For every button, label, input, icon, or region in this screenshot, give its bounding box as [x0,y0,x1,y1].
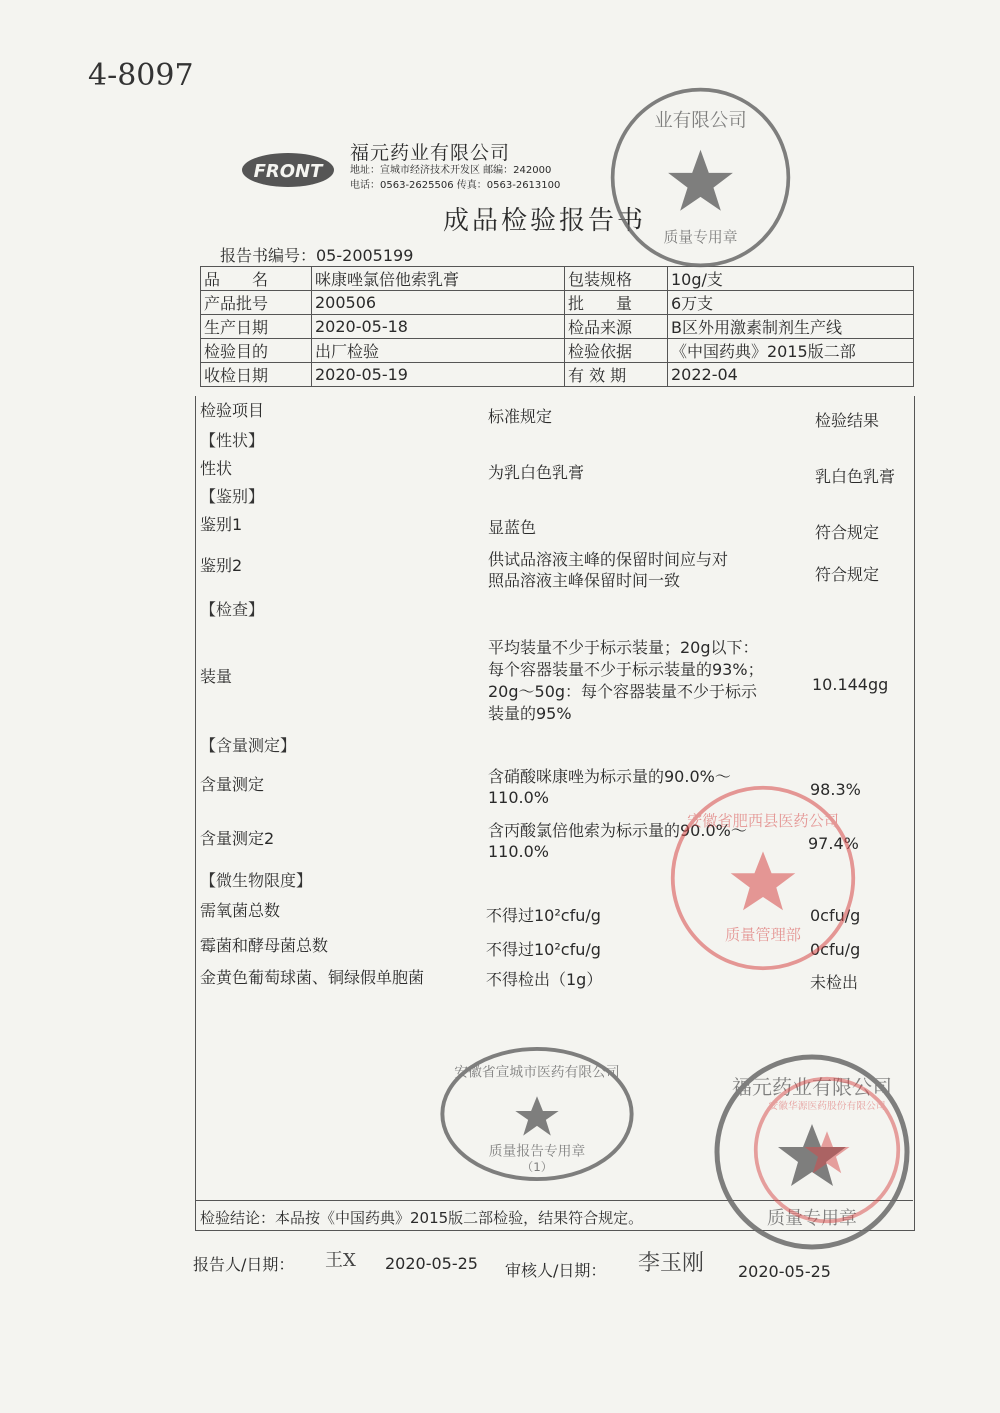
mfg-value: 2020-05-18 [312,315,565,339]
reporter-signature: 王X [325,1250,356,1271]
assay2-result: 97.4% [808,834,859,853]
pathogen-standard: 不得检出（1g） [486,970,603,989]
assay2-item: 含量测定2 [200,829,275,848]
header-table [200,266,914,387]
expiry-value: 2022-04 [668,363,914,387]
basis-label: 检验依据 [565,339,668,363]
pathogen-result: 未检出 [810,973,859,992]
basis-value: 《中国药典》2015版二部 [668,339,914,363]
fill-standard-line1: 平均装量不少于标示装量；20g以下： [488,638,759,657]
section-assay: 【含量测定】 [200,736,297,755]
pack-label: 包装规格 [565,267,668,291]
svg-text:安徽华源医药股份有限公司: 安徽华源医药股份有限公司 [768,1100,886,1112]
company-name: 福元药业有限公司 [350,142,511,164]
col-result-header: 检验结果 [815,411,880,430]
id2-standard-line1: 供试品溶液主峰的保留时间应与对 [488,550,729,569]
stamp-top-right [608,85,793,270]
assay1-item: 含量测定 [200,775,265,794]
id1-item: 鉴别1 [200,515,243,534]
qty-value: 6万支 [668,291,914,315]
product-label: 品 名 [201,267,312,291]
fill-item: 装量 [200,667,233,686]
section-appearance: 【性状】 [200,431,265,450]
stamp-red-middle [668,783,861,973]
pack-value: 10g/支 [668,267,914,291]
front-logo [240,150,336,190]
handwritten-note: 4-8097 [88,58,194,93]
fill-standard-line2: 每个容器装量不少于标示装量的93%； [488,660,764,679]
assay1-result: 98.3% [810,780,861,799]
mfg-label: 生产日期 [201,315,312,339]
pathogen-item: 金黄色葡萄球菌、铜绿假单胞菌 [200,968,425,987]
lot-value: 200506 [312,291,565,315]
qty-label: 批 量 [565,291,668,315]
purpose-label: 检验目的 [201,339,312,363]
product-value: 咪康唑氯倍他索乳膏 [312,267,565,291]
col-item-header: 检验项目 [200,401,265,420]
aerobic-result: 0cfu/g [810,906,861,925]
recv-value: 2020-05-19 [312,363,565,387]
fill-standard-line4: 装量的95% [488,704,572,723]
svg-text:质量报告专用章: 质量报告专用章 [488,1143,586,1160]
reporter-label: 报告人/日期： [193,1255,295,1274]
mold-result: 0cfu/g [810,940,861,959]
section-identification: 【鉴别】 [200,487,265,506]
id2-standard-line2: 照品溶液主峰保留时间一致 [488,571,681,590]
svg-text:质量管理部: 质量管理部 [725,925,801,944]
reviewer-date: 2020-05-25 [738,1262,831,1281]
lot-label: 产品批号 [201,291,312,315]
svg-text:（1）: （1） [521,1160,553,1175]
mold-item: 霉菌和酵母菌总数 [200,936,329,955]
purpose-value: 出厂检验 [312,339,565,363]
recv-label: 收检日期 [201,363,312,387]
svg-text:业有限公司: 业有限公司 [654,110,747,132]
aerobic-standard: 不得过10²cfu/g [486,906,601,925]
assay1-standard-line1: 含硝酸咪康唑为标示量的90.0%～ [488,767,731,786]
assay1-standard-line2: 110.0% [488,788,550,807]
reviewer-label: 审核人/日期： [505,1261,607,1280]
assay2-standard-line2: 110.0% [488,842,550,861]
section-tests: 【检查】 [200,600,265,619]
svg-text:质量专用章: 质量专用章 [767,1208,857,1229]
stamp-bottom-left [438,1045,636,1183]
reporter-date: 2020-05-25 [385,1254,478,1273]
report-title: 成品检验报告书 [443,206,647,236]
svg-text:质量专用章: 质量专用章 [663,229,738,247]
fill-standard-line3: 20g～50g：每个容器装量不少于标示 [488,682,758,701]
id2-result: 符合规定 [815,565,880,584]
appearance-standard: 为乳白色乳膏 [488,463,585,482]
mold-standard: 不得过10²cfu/g [486,940,601,959]
appearance-item: 性状 [200,459,233,478]
id1-standard: 显蓝色 [488,518,537,537]
svg-text:安徽省宣城市医药有限公司: 安徽省宣城市医药有限公司 [454,1064,620,1081]
svg-text:安徽省肥西县医药公司: 安徽省肥西县医药公司 [687,811,839,830]
conclusion: 检验结论：本品按《中国药典》2015版二部检验，结果符合规定。 [200,1209,644,1227]
col-standard-header: 标准规定 [488,407,553,426]
section-micro: 【微生物限度】 [200,871,313,890]
stamp-red-bottom [752,1075,902,1225]
company-address: 地址：宣城市经济技术开发区 邮编：242000 [350,165,552,176]
source-value: B区外用激素制剂生产线 [668,315,914,339]
assay2-standard-line1: 含丙酸氯倍他索为标示量的90.0%～ [488,821,747,840]
report-number: 报告书编号：05-2005199 [220,246,414,265]
expiry-label: 有 效 期 [565,363,668,387]
fill-result: 10.144gg [812,675,889,694]
company-phone: 电话：0563-2625506 传真：0563-2613100 [350,180,561,191]
aerobic-item: 需氧菌总数 [200,901,281,920]
appearance-result: 乳白色乳膏 [815,467,896,486]
svg-text:福元药业有限公司: 福元药业有限公司 [732,1075,892,1099]
reviewer-signature: 李玉刚 [638,1251,705,1276]
id2-item: 鉴别2 [200,556,243,575]
logo-text: FRONT [253,161,323,182]
source-label: 检品来源 [565,315,668,339]
id1-result: 符合规定 [815,523,880,542]
